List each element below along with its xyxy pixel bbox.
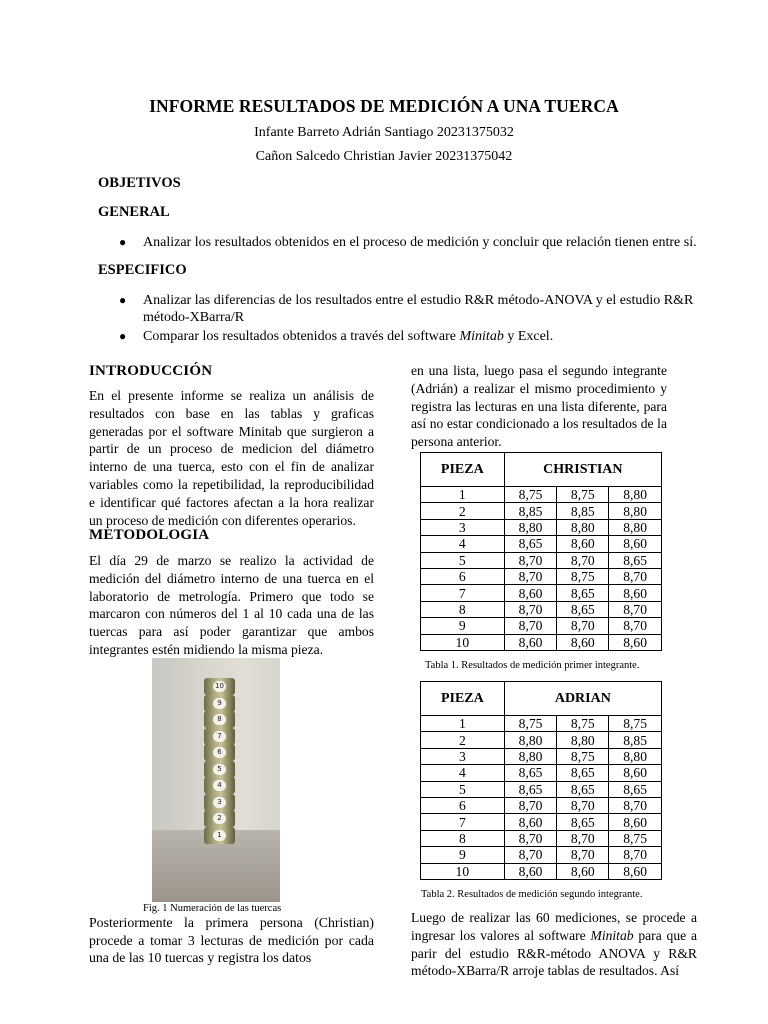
table-row	[421, 618, 662, 634]
pieza-cell: 10	[421, 634, 505, 650]
table1-caption: Tabla 1. Resultados de medición primer integrante.	[425, 660, 640, 671]
bullet-dot: ●	[119, 293, 127, 307]
nut	[204, 777, 235, 794]
left-bottom-text: Posteriormente la primera persona (Christian) procede a tomar 3 lecturas de medición por cada una de las 10 tuercas y registra los datos	[89, 915, 374, 965]
measurement-cell: 8,60	[504, 863, 557, 879]
measurement-cell: 8,70	[557, 830, 609, 846]
nuts-photo	[152, 658, 280, 902]
measurement-cell: 8,65	[557, 781, 609, 797]
bullet-dot: ●	[119, 329, 127, 343]
measurement-cell: 8,80	[609, 487, 662, 503]
nut-number-label: 8	[213, 714, 226, 725]
table-header-pieza: PIEZA	[421, 453, 505, 487]
pieza-cell: 4	[421, 536, 505, 552]
table-row	[421, 601, 662, 617]
measurement-cell: 8,75	[504, 487, 557, 503]
table-row	[421, 585, 662, 601]
pieza-cell: 4	[421, 765, 505, 781]
nut-number-label: 3	[213, 797, 226, 808]
measurement-cell: 8,70	[504, 830, 557, 846]
especifico-bullet-1-line-1: Analizar las diferencias de los resultados entre el estudio R&R método-ANOVA y el estudio R&R	[143, 293, 694, 308]
nut	[204, 744, 235, 761]
pieza-cell: 7	[421, 814, 505, 830]
measurement-cell: 8,65	[609, 781, 662, 797]
pieza-cell: 7	[421, 585, 505, 601]
table-row	[421, 568, 662, 584]
measurement-cell: 8,75	[557, 716, 609, 732]
table-row	[421, 814, 662, 830]
especifico-bullet-2-pre: Comparar los resultados obtenidos a través del software	[143, 329, 460, 344]
table-row	[421, 748, 662, 764]
pieza-cell: 3	[421, 519, 505, 535]
measurement-cell: 8,75	[557, 568, 609, 584]
table-header-operator: ADRIAN	[504, 682, 661, 716]
table-row	[421, 487, 662, 503]
measurement-cell: 8,80	[504, 519, 557, 535]
measurement-cell: 8,80	[504, 732, 557, 748]
measurement-cell: 8,60	[557, 863, 609, 879]
measurement-cell: 8,60	[609, 536, 662, 552]
nut-number-label: 10	[213, 681, 226, 692]
right-bottom-post: para que a parir del estudio R&R-método ANOVA y R&R método-XBarra/R arroje tablas de resultados. Así	[411, 927, 697, 979]
pieza-cell: 6	[421, 797, 505, 813]
pieza-cell: 2	[421, 732, 505, 748]
especifico-bullet-2-italic: Minitab	[459, 329, 504, 344]
table-row	[421, 552, 662, 568]
measurement-cell: 8,65	[504, 765, 557, 781]
pieza-cell: 8	[421, 601, 505, 617]
measurement-cell: 8,70	[504, 797, 557, 813]
introduccion-heading: INTRODUCCIÓN	[89, 363, 213, 379]
nut-number-label: 9	[213, 698, 226, 709]
measurement-cell: 8,75	[609, 716, 662, 732]
measurement-cell: 8,80	[557, 732, 609, 748]
document-title: INFORME RESULTADOS DE MEDICIÓN A UNA TUERCA	[149, 96, 619, 116]
nut-number-label: 4	[213, 780, 226, 791]
pieza-cell: 3	[421, 748, 505, 764]
measurement-cell: 8,60	[504, 814, 557, 830]
measurement-cell: 8,85	[504, 503, 557, 519]
table-header-pieza: PIEZA	[421, 682, 505, 716]
general-bullet-text: Analizar los resultados obtenidos en el proceso de medición y concluir que relación tienen entre sí.	[143, 235, 697, 250]
right-top-text: en una lista, luego pasa el segundo integrante (Adrián) a realizar el mismo procedimiento y registra las lecturas en una lista diferente, para así no estar condicionado a los resultados de la persona anterior.	[411, 363, 667, 450]
measurement-cell: 8,70	[609, 797, 662, 813]
pieza-cell: 1	[421, 716, 505, 732]
measurement-cell: 8,65	[557, 601, 609, 617]
right-bottom-text	[411, 909, 697, 980]
measurement-cell: 8,70	[557, 618, 609, 634]
especifico-bullet-2-post: y Excel.	[503, 329, 554, 344]
nut-number-label: 1	[213, 830, 226, 841]
measurement-cell: 8,75	[504, 716, 557, 732]
measurement-cell: 8,60	[609, 863, 662, 879]
table-row	[421, 797, 662, 813]
measurement-cell: 8,65	[504, 781, 557, 797]
measurement-cell: 8,70	[557, 552, 609, 568]
measurement-cell: 8,65	[557, 765, 609, 781]
nut	[204, 695, 235, 712]
table-body	[421, 487, 662, 651]
general-bullet	[119, 234, 703, 251]
measurement-cell: 8,75	[557, 748, 609, 764]
nut	[204, 728, 235, 745]
nut	[204, 810, 235, 827]
measurement-cell: 8,70	[557, 847, 609, 863]
measurement-cell: 8,70	[609, 568, 662, 584]
figure-caption: Fig. 1 Numeración de las tuercas	[143, 903, 282, 914]
nut	[204, 794, 235, 811]
measurement-cell: 8,60	[609, 585, 662, 601]
measurement-cell: 8,60	[504, 634, 557, 650]
author-2: Cañon Salcedo Christian Javier 20231375042	[255, 149, 513, 164]
pieza-cell: 5	[421, 552, 505, 568]
measurement-cell: 8,70	[504, 847, 557, 863]
pieza-cell: 9	[421, 847, 505, 863]
pieza-cell: 6	[421, 568, 505, 584]
measurement-cell: 8,70	[504, 601, 557, 617]
nut-number-label: 6	[213, 747, 226, 758]
measurement-cell: 8,80	[504, 748, 557, 764]
table-row	[421, 847, 662, 863]
nut-number-label: 2	[213, 813, 226, 824]
measurement-cell: 8,85	[557, 503, 609, 519]
measurement-cell: 8,60	[609, 634, 662, 650]
measurement-cell: 8,65	[504, 536, 557, 552]
measurement-cell: 8,85	[609, 732, 662, 748]
measurement-cell: 8,60	[504, 585, 557, 601]
table-row	[421, 519, 662, 535]
objetivos-heading: OBJETIVOS	[98, 175, 181, 191]
table-row	[421, 765, 662, 781]
measurement-cell: 8,60	[609, 765, 662, 781]
table-body	[421, 716, 662, 880]
metodologia-heading: METODOLOGIA	[89, 527, 210, 543]
measurement-cell: 8,80	[609, 519, 662, 535]
pieza-cell: 10	[421, 863, 505, 879]
nut-number-label: 7	[213, 731, 226, 742]
measurement-cell: 8,70	[609, 847, 662, 863]
measurement-cell: 8,65	[557, 585, 609, 601]
table-christian	[420, 452, 662, 651]
pieza-cell: 1	[421, 487, 505, 503]
measurement-cell: 8,70	[609, 601, 662, 617]
measurement-cell: 8,70	[557, 797, 609, 813]
right-bottom-pre: Luego de realizar las 60 mediciones, se procede a ingresar los valores al software	[411, 910, 697, 943]
table2-caption: Tabla 2. Resultados de medición segundo integrante.	[421, 889, 643, 900]
nut	[204, 761, 235, 778]
especifico-bullet-1-line-2: método-XBarra/R	[143, 310, 245, 325]
table-row	[421, 781, 662, 797]
nut-number-label: 5	[213, 764, 226, 775]
bullet-dot: ●	[119, 235, 127, 249]
measurement-cell: 8,75	[557, 487, 609, 503]
right-bottom-italic: Minitab	[590, 927, 634, 943]
table-header-operator: CHRISTIAN	[504, 453, 661, 487]
nut	[204, 678, 235, 695]
measurement-cell: 8,70	[504, 618, 557, 634]
especifico-heading: ESPECIFICO	[98, 262, 187, 278]
metodologia-text: El día 29 de marzo se realizo la actividad de medición del diámetro interno de una tuerca en el laboratorio de metrología. Primero que todo se marcaron con números del 1 al 10 cada una de las tuercas para así poder garantizar que ambos integrantes estén midiendo la misma pieza.	[89, 553, 374, 657]
measurement-cell: 8,70	[609, 618, 662, 634]
table-row	[421, 830, 662, 846]
measurement-cell: 8,75	[609, 830, 662, 846]
measurement-cell: 8,65	[557, 814, 609, 830]
table-row	[421, 503, 662, 519]
measurement-cell: 8,60	[609, 814, 662, 830]
measurement-cell: 8,70	[504, 552, 557, 568]
measurement-cell: 8,60	[557, 634, 609, 650]
table-row	[421, 634, 662, 650]
table-row	[421, 863, 662, 879]
nut	[204, 711, 235, 728]
nut	[204, 827, 235, 844]
table-row	[421, 716, 662, 732]
table-adrian	[420, 681, 662, 880]
measurement-cell: 8,65	[609, 552, 662, 568]
measurement-cell: 8,80	[557, 519, 609, 535]
measurement-cell: 8,80	[609, 503, 662, 519]
especifico-bullet-1	[119, 292, 703, 326]
table-row	[421, 536, 662, 552]
especifico-bullet-2	[119, 328, 703, 345]
pieza-cell: 8	[421, 830, 505, 846]
introduccion-text: En el presente informe se realiza un análisis de resultados con base en las tablas y graficas generadas por el software Minitab que surgieron a partir de un proceso de medicion del diámetro interno de una tuerca, esto con el fin de analizar variables como la repetibilidad, la reproducibilidad e identificar qué factores afectan a la hora realizar un proceso de medición con diferentes operarios.	[89, 388, 374, 528]
author-1: Infante Barreto Adrián Santiago 20231375032	[254, 125, 514, 140]
pieza-cell: 5	[421, 781, 505, 797]
table-row	[421, 732, 662, 748]
pieza-cell: 2	[421, 503, 505, 519]
pieza-cell: 9	[421, 618, 505, 634]
measurement-cell: 8,70	[504, 568, 557, 584]
general-heading: GENERAL	[98, 204, 170, 220]
measurement-cell: 8,60	[557, 536, 609, 552]
measurement-cell: 8,80	[609, 748, 662, 764]
